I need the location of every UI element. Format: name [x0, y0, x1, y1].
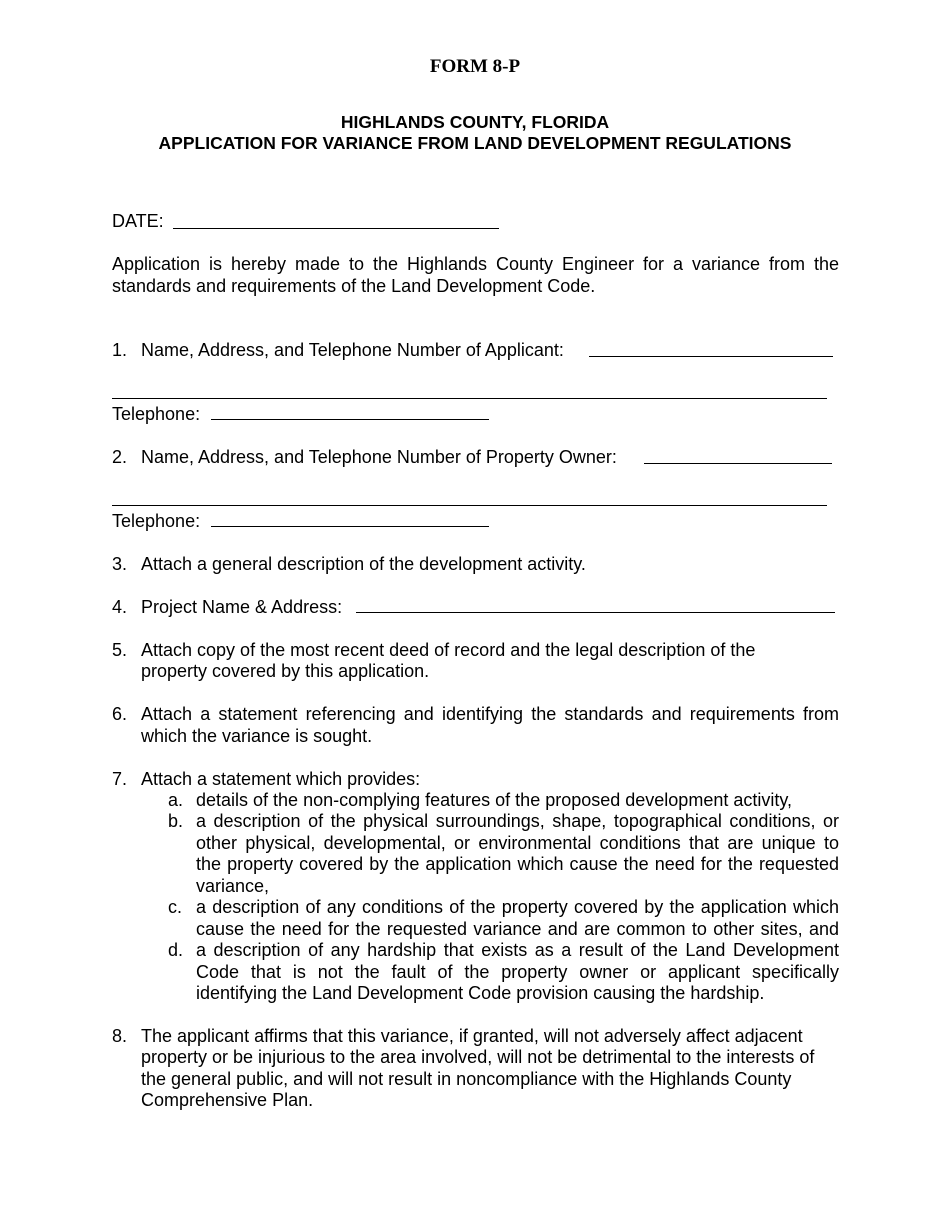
subitem-c-line-2: cause the need for the requested variance and are common to other sites, and	[196, 919, 839, 939]
applicant-telephone-label: Telephone:	[112, 404, 201, 424]
subitem-d-line-3: identifying the Land Development Code provision causing the hardship.	[196, 983, 765, 1003]
applicant-name-field[interactable]	[589, 356, 833, 357]
form-number: FORM 8-P	[429, 56, 521, 77]
applicant-telephone-field[interactable]	[211, 419, 489, 420]
item-5-text-line-1: Attach copy of the most recent deed of record and the legal description of the	[141, 640, 756, 660]
subitem-d-line-2: Code that is not the fault of the property owner or applicant specifically	[196, 962, 839, 982]
project-name-address-field[interactable]	[356, 612, 835, 613]
item-5-number: 5.	[112, 640, 128, 660]
owner-name-field[interactable]	[644, 463, 832, 464]
subitem-d-letter: d.	[168, 940, 184, 960]
date-label: DATE:	[112, 211, 164, 231]
subitem-d-line-1: a description of any hardship that exists as a result of the Land Development	[196, 940, 839, 960]
item-6-number: 6.	[112, 704, 128, 724]
subitem-b-letter: b.	[168, 811, 184, 831]
applicant-address-field[interactable]	[112, 398, 827, 399]
item-5-text-line-2: property covered by this application.	[141, 661, 430, 681]
subitem-b-line-3: the property covered by the application which cause the need for the requested	[196, 854, 839, 874]
item-3-text: Attach a general description of the development activity.	[141, 554, 586, 574]
item-2-number: 2.	[112, 447, 128, 467]
owner-telephone-field[interactable]	[211, 526, 489, 527]
item-7-number: 7.	[112, 769, 128, 789]
intro-line-2: standards and requirements of the Land Development Code.	[112, 276, 596, 296]
form-title: APPLICATION FOR VARIANCE FROM LAND DEVELOPMENT REGULATIONS	[158, 133, 792, 153]
item-6-text-line-1: Attach a statement referencing and identifying the standards and requirements from	[141, 704, 839, 724]
item-8-number: 8.	[112, 1026, 128, 1046]
county-heading: HIGHLANDS COUNTY, FLORIDA	[340, 112, 610, 132]
item-6-text-line-2: which the variance is sought.	[141, 726, 373, 746]
subitem-b-line-1: a description of the physical surroundings, shape, topographical conditions, or	[196, 811, 839, 831]
subitem-c-line-1: a description of any conditions of the property covered by the application which	[196, 897, 839, 917]
subitem-b-line-2: other physical, developmental, or environmental conditions that are unique to	[196, 833, 839, 853]
subitem-c-letter: c.	[168, 897, 183, 917]
owner-address-field[interactable]	[112, 505, 827, 506]
item-8-text-line-2: property or be injurious to the area involved, will not be detrimental to the interests of	[141, 1047, 815, 1067]
item-8-text-line-1: The applicant affirms that this variance, if granted, will not adversely affect adjacent	[141, 1026, 803, 1046]
item-7-text: Attach a statement which provides:	[141, 769, 421, 789]
intro-line-1: Application is hereby made to the Highlands County Engineer for a variance from the	[112, 254, 839, 274]
item-1-number: 1.	[112, 340, 128, 360]
item-2-text: Name, Address, and Telephone Number of Property Owner:	[141, 447, 617, 467]
subitem-a-text: details of the non-complying features of the proposed development activity,	[196, 790, 793, 810]
item-3-number: 3.	[112, 554, 128, 574]
item-4-number: 4.	[112, 597, 128, 617]
subitem-a-letter: a.	[168, 790, 184, 810]
item-1-text: Name, Address, and Telephone Number of Applicant:	[141, 340, 564, 360]
item-8-text-line-4: Comprehensive Plan.	[141, 1090, 314, 1110]
date-field[interactable]	[173, 228, 499, 229]
item-4-text: Project Name & Address:	[141, 597, 343, 617]
owner-telephone-label: Telephone:	[112, 511, 201, 531]
item-8-text-line-3: the general public, and will not result in noncompliance with the Highlands County	[141, 1069, 792, 1089]
subitem-b-line-4: variance,	[196, 876, 270, 896]
